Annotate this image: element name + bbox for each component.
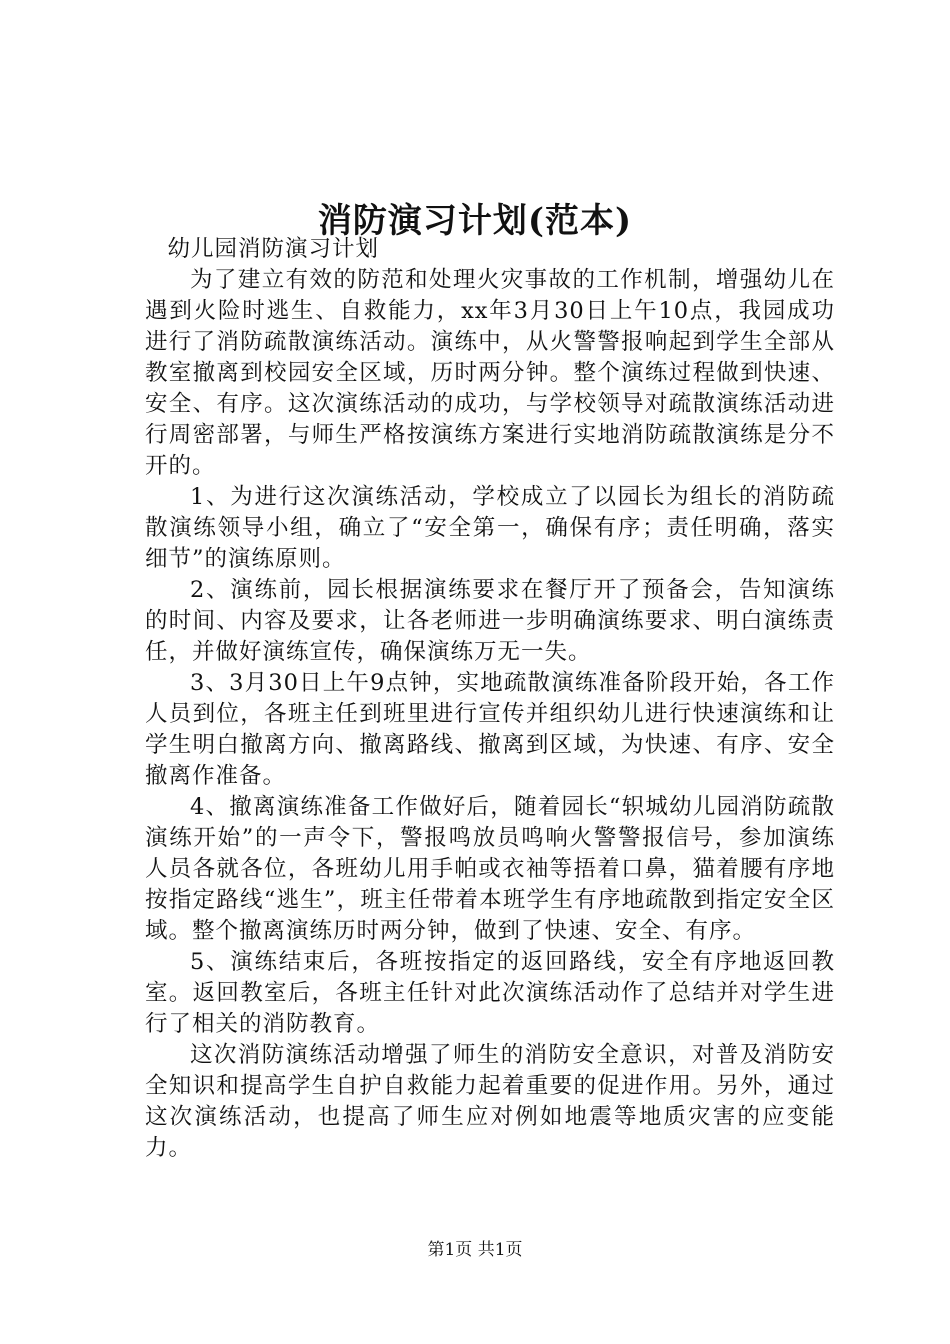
paragraph-item-1: 1、为进行这次演练活动，学校成立了以园长为组长的消防疏散演练领导小组，确立了“安全第一，确保有序；责任明确，落实细节”的演练原则。 xyxy=(145,484,835,572)
page-footer: 第1页 共1页 xyxy=(427,1240,523,1260)
document-title: 消防演习计划(范本) xyxy=(317,200,633,241)
paragraph-intro: 为了建立有效的防范和处理火灾事故的工作机制，增强幼儿在遇到火险时逃生、自救能力，xx年3月30日上午10点，我园成功进行了消防疏散演练活动。演练中，从火警警报响起到学生全部从教室撤离到校园安全区域，历时两分钟。整个演练过程做到快速、安全、有序。这次演练活动的成功，与学校领导对疏散演练活动进行周密部署，与师生严格按演练方案进行实地消防疏散演练是分不开的。 xyxy=(145,267,835,479)
paragraph-item-2: 2、演练前，园长根据演练要求在餐厅开了预备会，告知演练的时间、内容及要求，让各老师进一步明确演练要求、明白演练责任，并做好演练宣传，确保演练万无一失。 xyxy=(145,577,835,665)
document-body xyxy=(145,234,835,1164)
document-subtitle: 幼儿园消防演习计划 xyxy=(167,236,380,262)
paragraph-item-5: 5、演练结束后，各班按指定的返回路线，安全有序地返回教室。返回教室后，各班主任针对此次演练活动作了总结并对学生进行了相关的消防教育。 xyxy=(145,949,835,1037)
paragraph-conclusion: 这次消防演练活动增强了师生的消防安全意识，对普及消防安全知识和提高学生自护自救能力起着重要的促进作用。另外，通过这次演练活动，也提高了师生应对例如地震等地质灾害的应变能力。 xyxy=(145,1042,835,1161)
paragraph-item-4: 4、撤离演练准备工作做好后，随着园长“轵城幼儿园消防疏散演练开始”的一声令下，警报鸣放员鸣响火警警报信号，参加演练人员各就各位，各班幼儿用手帕或衣袖等捂着口鼻，猫着腰有序地按指定路线“逃生”，班主任带着本班学生有序地疏散到指定安全区域。整个撤离演练历时两分钟，做到了快速、安全、有序。 xyxy=(145,794,835,944)
paragraph-item-3: 3、3月30日上午9点钟，实地疏散演练准备阶段开始，各工作人员到位，各班主任到班里进行宣传并组织幼儿进行快速演练和让学生明白撤离方向、撤离路线、撤离到区域，为快速、有序、安全撤离作准备。 xyxy=(145,670,835,789)
